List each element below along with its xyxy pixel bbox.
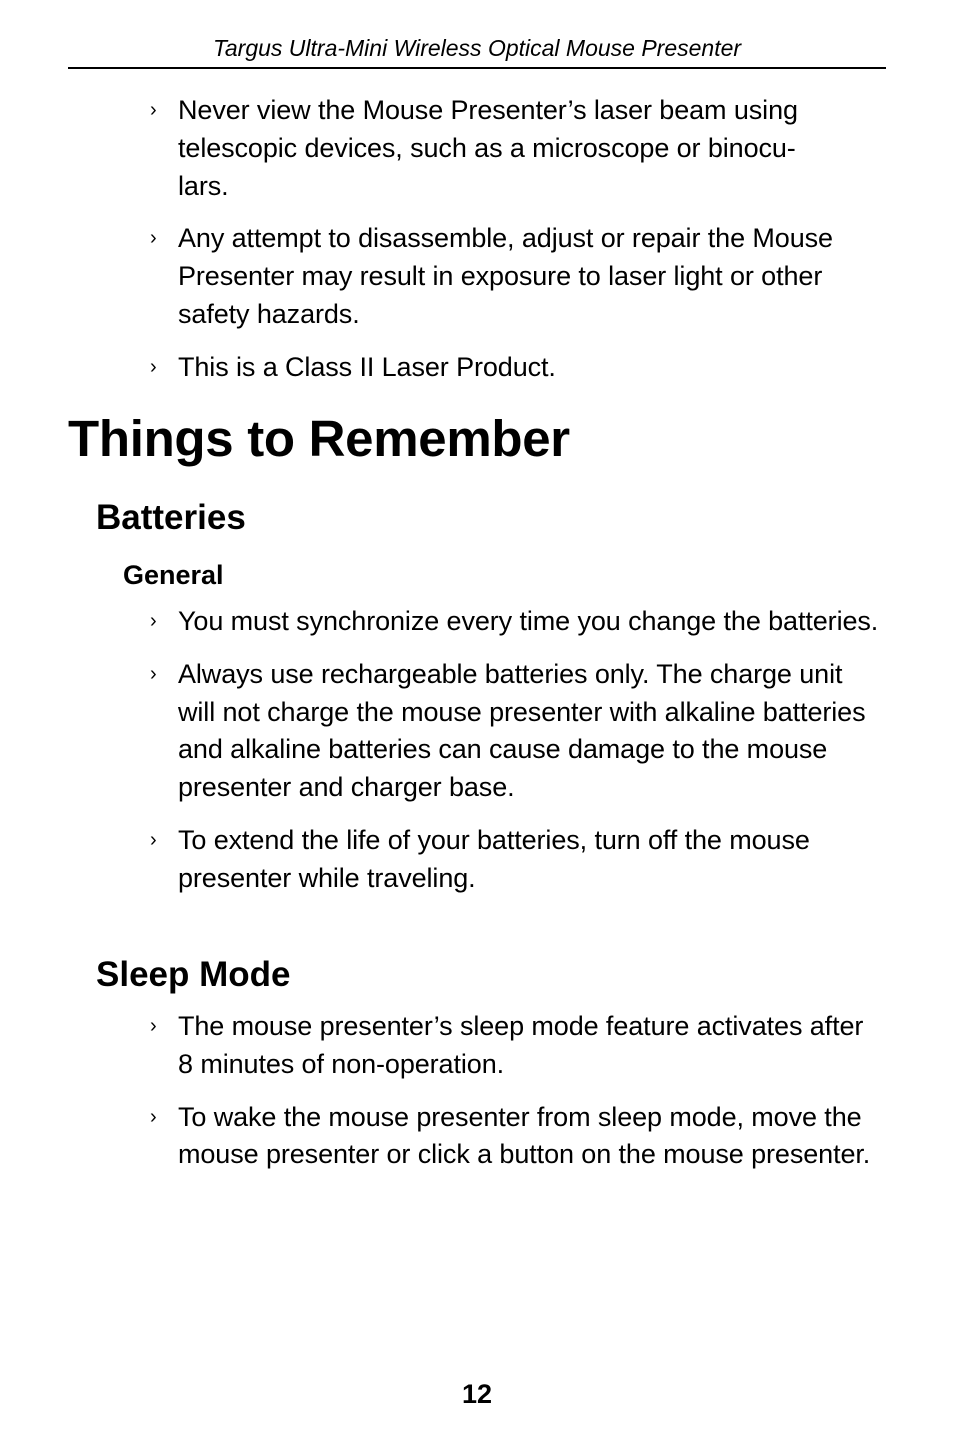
bullet-icon: › (150, 662, 157, 685)
list-item-text: To wake the mouse presenter from sleep mode, move the mouse presenter or click a button on the mouse presenter. (178, 1101, 871, 1170)
laser-warning-list (150, 92, 885, 387)
list-item-text: The mouse presenter’s sleep mode feature activates after 8 minutes of non-operation. (178, 1011, 864, 1079)
list-item (150, 822, 885, 898)
batteries-heading: Batteries (96, 498, 246, 537)
list-item (150, 1099, 885, 1175)
bullet-icon: › (150, 1105, 157, 1128)
bullet-icon: › (150, 1015, 157, 1037)
sleep-mode-list (150, 1008, 885, 1174)
list-item (150, 92, 885, 205)
list-item-text: This is a Class II Laser Product. (178, 351, 556, 382)
running-header: Targus Ultra-Mini Wireless Optical Mouse Presenter (68, 33, 886, 69)
list-item-text: Never view the Mouse Presenter’s laser beam using telescopic devices, such as a microscope or binocu- lars. (178, 95, 798, 201)
page-number: 12 (461, 1379, 493, 1409)
bullet-icon: › (150, 227, 157, 250)
list-item (150, 349, 885, 387)
list-item-text: To extend the life of your batteries, turn off the mouse presenter while traveling. (178, 824, 810, 893)
bullet-icon: › (150, 355, 157, 378)
list-item-text: Always use rechargeable batteries only. The charge unit will not charge the mouse presenter with alkaline batteries and alkaline batteries can cause damage to the mouse presenter and charger base. (178, 658, 866, 803)
sleep-mode-heading: Sleep Mode (96, 955, 291, 994)
list-item-text: You must synchronize every time you change the batteries. (178, 606, 879, 636)
list-item (150, 603, 885, 641)
list-item (150, 1008, 885, 1084)
bullet-icon: › (150, 99, 157, 121)
list-item-text: Any attempt to disassemble, adjust or repair the Mouse Presenter may result in exposure to laser light or other safety hazards. (178, 223, 833, 329)
bullet-icon: › (150, 828, 157, 851)
bullet-icon: › (150, 610, 157, 632)
batteries-list (150, 603, 885, 898)
section-title: Things to Remember (68, 410, 570, 467)
list-item (150, 656, 885, 807)
general-subheading: General (123, 560, 224, 590)
list-item (150, 220, 885, 333)
